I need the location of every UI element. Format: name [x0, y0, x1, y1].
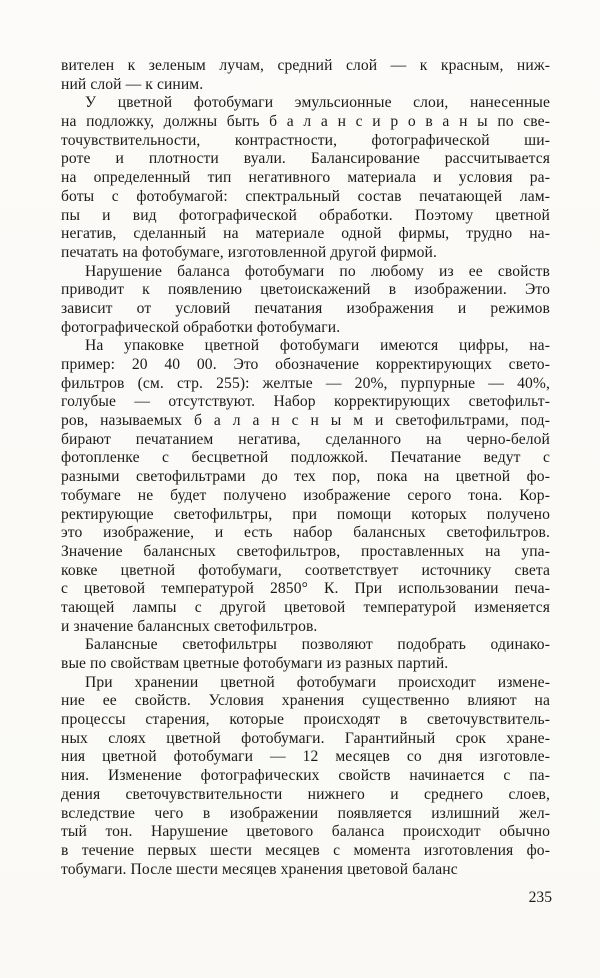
text-line: ров, называемых б а л а н с н ы м и светофильтрами, под-	[61, 412, 550, 430]
text-line: ние ее свойств. Условия хранения существенно влияют на	[61, 692, 550, 710]
text-line: пы и вид фотографической обработки. Поэтому цветной	[61, 206, 550, 224]
text-line: При хранении цветной фотобумаги происходит измене-	[85, 673, 550, 691]
text-line: фотопленке с бесцветной подложкой. Печатание ведут с	[61, 449, 550, 467]
text-line: это изображение, и есть набор балансных светофильтров.	[61, 524, 550, 542]
text-line: приводит к появлению цветоискажений в изображении. Это	[61, 281, 550, 299]
text-line: фотографической обработки фотобумаги.	[61, 318, 341, 336]
text-line: На упаковке цветной фотобумаги имеются цифры, на-	[85, 337, 550, 355]
text-line: точувствительности, контрастности, фотографической ши-	[61, 131, 550, 149]
text-line: боты с фотобумагой: спектральный состав печатающей лам-	[61, 187, 550, 205]
text-line: дения светочувствительности нижнего и среднего слоев,	[61, 785, 550, 803]
text-line: тобумаге не будет получено изображение серого тона. Кор-	[61, 486, 550, 504]
text-line: бирают печатанием негатива, сделанного на черно-белой	[61, 430, 550, 448]
text-line: процессы старения, которые происходят в светочувствитель-	[61, 711, 550, 729]
text-line: ковке цветной фотобумаги, соответствует источнику света	[61, 561, 550, 579]
text-line: тающей лампы с другой цветовой температурой изменяется	[61, 598, 550, 616]
text-line: У цветной фотобумаги эмульсионные слои, нанесенные	[85, 94, 550, 112]
text-line: тобумаги. После шести месяцев хранения цветовой баланс	[61, 860, 458, 878]
text-line: голубые — отсутствуют. Набор корректирующих светофильт-	[61, 393, 550, 411]
text-line: ния цветной фотобумаги — 12 месяцев со дня изготовле-	[61, 748, 550, 766]
text-line: вителен к зеленым лучам, средний слой — к красным, ниж-	[61, 57, 550, 74]
text-line: с цветовой температурой 2850° К. При использовании печа-	[61, 580, 550, 598]
page-number: 235	[528, 889, 552, 906]
text-line: вследствие чего в изображении появляется излишний жел-	[61, 804, 550, 822]
text-line: на подложку, должны быть б а л а н с и р о в а н ы по све-	[61, 113, 550, 131]
text-line: тый тон. Нарушение цветового баланса происходит обычно	[61, 823, 550, 841]
text-line: ных слоях цветной фотобумаги. Гарантийный срок хране-	[61, 729, 550, 747]
text-line: разными светофильтрами до тех пор, пока на цветной фо-	[61, 468, 550, 486]
text-line: зависит от условий печатания изображения и режимов	[61, 299, 550, 317]
text-line: ний слой — к синим.	[61, 75, 204, 93]
text-line: негатив, сделанный на материале одной фирмы, трудно на-	[61, 225, 550, 243]
text-line: Нарушение баланса фотобумаги по любому из ее свойств	[85, 262, 550, 280]
text-line: фильтров (см. стр. 255): желтые — 20%, пурпурные — 40%,	[61, 374, 550, 392]
text-line: Балансные светофильтры позволяют подобрать одинако-	[85, 636, 550, 654]
text-line: роте и плотности вуали. Балансирование рассчитывается	[61, 150, 550, 168]
text-line: пример: 20 40 00. Это обозначение корректирующих свето-	[61, 356, 550, 373]
text-block	[61, 57, 550, 879]
text-line: ния. Изменение фотографических свойств начинается с па-	[61, 767, 550, 785]
text-line: в течение первых шести месяцев с момента изготовления фо-	[61, 841, 550, 859]
text-line: вые по свойствам цветные фотобумаги из разных партий.	[61, 655, 449, 672]
text-line: ректирующие светофильтры, при помощи которых получено	[61, 505, 550, 523]
text-line: печатать на фотобумаге, изготовленной другой фирмой.	[61, 243, 437, 261]
text-line: Значение балансных светофильтров, проставленных на упа-	[61, 542, 550, 560]
text-line: на определенный тип негативного материала и условия ра-	[61, 169, 550, 187]
text-line: и значение балансных светофильтров.	[61, 617, 318, 635]
